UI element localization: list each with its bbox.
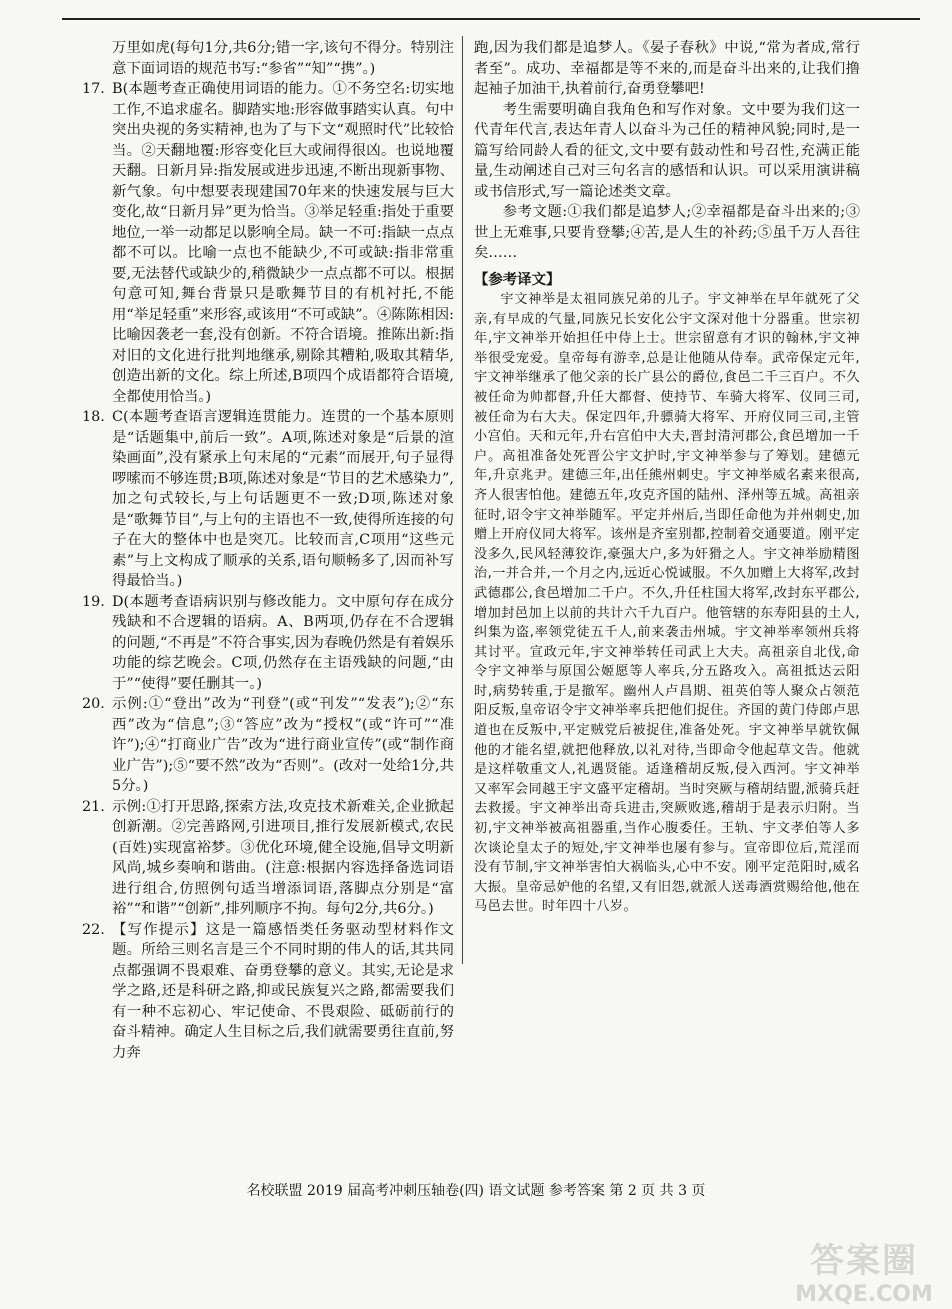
top-rule [62, 18, 920, 20]
watermark-url: MXQE.COM [795, 1282, 933, 1307]
answer-21 [82, 797, 454, 920]
answer-text: 示例:①打开思路,探索方法,攻克技术新难关,企业掀起创新潮。②完善路网,引进项目,推行发展新模式,农民(百姓)实现富裕梦。③优化环境,健全设施,倡导文明新风尚,城乡奏响和谐曲。(注意:根据内容选择备选词语进行组合,仿照例句适当增添词语,落脚点分别是“富裕”“和谐”“创新”,排列顺序不拘。每句2分,共6分。) [112, 798, 454, 917]
translation-heading: 【参考译文】 [474, 270, 561, 288]
answer-number: 19. [82, 593, 105, 610]
answer-16-continuation: 万里如虎(每句1分,共6分;错一字,该句不得分。特别注意下面词语的规范书写:“参省”“知”“携”。) [112, 40, 454, 77]
answer-19 [82, 592, 454, 695]
answer-17 [82, 79, 454, 407]
answer-number: 21. [82, 798, 105, 815]
answer-18 [82, 407, 454, 592]
answer-number: 18. [82, 409, 105, 425]
writing-guidance: 考生需要明确自我角色和写作对象。文中要为我们这一代青年代言,表达年青人以奋斗为己任的精神风貌;同时,是一篇写给同龄人看的征文,文中要有鼓动性和号召性,充满正能量,生动阐述自己对三句名言的感悟和认识。可以采用演讲稿或书信形式,写一篇论述类文章。 [474, 101, 860, 200]
translation-text: 宇文神举是太祖同族兄弟的儿子。宇文神举在早年就死了父亲,有早成的气量,同族兄长安化公宇文深对他十分器重。世宗初年,宇文神举开始担任中侍上士。世宗留意有才识的翰林,宇文神举很受宠爱。皇帝每有游幸,总是让他随从侍奉。武帝保定元年,宇文神举继承了他父亲的长广县公的爵位,食邑二千三百户。不久被任命为帅都督,升任大都督、使持节、车骑大将军、仪同三司,被任命为右大夫。保定四年,升骠骑大将军、开府仪同三司,主管小宫伯。天和元年,升右宫伯中大夫,晋封清河郡公,食邑增加一千户。高祖准备处死晋公宇文护时,宇文神举参与了筹划。建德元年,升京兆尹。建德三年,出任熊州刺史。宇文神举威名素来很高,齐人很害怕他。建德五年,攻克齐国的陆州、泽州等五城。高祖亲征时,诏令宇文神举随军。平定并州后,当即任命他为并州刺史,加赠上开府仪同大将军。该州是齐室别都,控制着交通要道。刚平定没多久,民风轻薄狡诈,豪强大户,多为奸猾之人。宇文神举励精图治,一并合并,一个月之内,远近心悦诚服。不久加赠上大将军,改封武德郡公,食邑增加二千户。不久,升任柱国大将军,改封东平郡公,增加封邑加上以前的共计六千九百户。他管辖的东寿阳县的土人,纠集为盗,率领党徒五千人,前来袭击州城。宇文神举率领州兵将其讨平。宣政元年,宇文神举转任司武上大夫。高祖亲自北伐,命令宇文神举与原国公姬愿等人率兵,分五路攻入。高祖抵达云阳时,病势转重,于是撤军。幽州人卢昌期、祖英伯等人聚众占领范阳反叛,皇帝诏令宇文神举率兵把他们捉住。齐国的黄门侍郎卢思道也在反叛中,平定贼党后被捉住,准备处死。宇文神举早就钦佩他的才能名望,就把他释放,以礼对待,当即命令他起草文告。他就是这样敬重文人,礼遇贤能。适逢稽胡反叛,侵入西河。宇文神举又率军会同越王宇文盛平定稽胡。当时突厥与稽胡结盟,派骑兵赶去救援。宇文神举出奇兵进击,突厥败逃,稽胡于是表示归附。当初,宇文神举被高祖器重,当作心腹委任。王轨、宇文孝伯等人多次谈论皇太子的短处,宇文神举也屡有参与。宣帝即位后,荒淫而没有节制,宇文神举害怕大祸临头,心中不安。刚平定范阳时,威名大振。皇帝忌妒他的名望,又有旧怨,就派人送毒酒赏赐给他,他在马邑去世。时年四十八岁。 [474, 292, 860, 915]
left-column [82, 38, 454, 1063]
answer-22 [82, 920, 454, 1064]
answer-22-continuation: 跑,因为我们都是追梦人。《晏子春秋》中说,“常为者成,常行者至”。成功、幸福都是等不来的,而是奋斗出来的,让我们撸起袖子加油干,执着前行,奋勇登攀吧! [474, 40, 860, 97]
answer-number: 22. [82, 921, 105, 938]
answer-text: B(本题考查正确使用词语的能力。①不务空名:切实地工作,不追求虚名。脚踏实地:形容做事踏实认真。句中突出央视的务实精神,也为了与下文“观照时代”比较恰当。②天翻地覆:形容变化巨大或闹得很凶。也说地覆天翻。日新月异:指发展或进步迅速,不断出现新事物、新气象。句中想要表现建国70年来的快速发展与巨大变化,故“日新月异”更为恰当。③举足轻重:指处于重要地位,一举一动都足以影响全局。缺一不可:指缺一点点都不可以。比喻一点也不能缺少,不可或缺:指非常重要,无法替代或缺少的,稍微缺少一点点都不可以。根据句意可知,舞台背景只是歌舞节目的有机衬托,不能用“举足轻重”来形容,或该用“不可或缺”。④陈陈相因:比喻因袭老一套,没有创新。不符合语境。推陈出新:指对旧的文化进行批判地继承,剔除其糟粕,吸取其精华,创造出新的文化。综上所述,B项四个成语都符合语境,全都使用恰当。) [112, 81, 454, 405]
answer-20 [82, 694, 454, 797]
watermark-logo-text: 答案圈 [810, 1241, 918, 1281]
answer-text: D(本题考查语病识别与修改能力。文中原句存在成分残缺和不合逻辑的语病。A、B两项,仍存在不合逻辑的问题,“不再是”不符合事实,因为春晚仍然是有着娱乐功能的综艺晚会。C项,仍然存在主语残缺的问题,“由于”“使得”要任删其一。) [112, 593, 454, 692]
right-column [474, 38, 860, 917]
answer-text: 示例:①“登出”改为“刊登”(或“刊发”“发表”);②“东西”改为“信息”;③“答应”改为“授权”(或“许可”“准许”);④“打商业广告”改为“进行商业宣传”(或“制作商业广告”);⑤“要不然”改为“否则”。(改对一处给1分,共5分。) [112, 696, 454, 794]
answer-text: 【写作提示】这是一篇感悟类任务驱动型材料作文题。所给三则名言是三个不同时期的伟人的话,其共同点都强调不畏艰难、奋勇登攀的意义。其实,无论是求学之路,还是科研之路,抑或民族复兴之路,都需要我们有一种不忘初心、牢记使命、不畏艰险、砥砺前行的奋斗精神。确定人生目标之后,我们就需要勇往直前,努力奔 [112, 921, 454, 1061]
answer-number: 17. [82, 81, 105, 97]
watermark-logo [784, 1233, 944, 1307]
answer-number: 20. [82, 696, 105, 712]
column-divider [462, 36, 463, 964]
page-footer: 名校联盟 2019 届高考冲刺压轴卷(四) 语文试题 参考答案 第 2 页 共 3 页 [246, 1183, 706, 1199]
reference-titles: 参考文题:①我们都是追梦人;②幸福都是奋斗出来的;③世上无难事,只要肯登攀;④苦,是人生的补药;⑤虽千万人吾往矣…… [474, 204, 860, 261]
answer-text: C(本题考查语言逻辑连贯能力。连贯的一个基本原则是“话题集中,前后一致”。A项,陈述对象是“后景的渲染画面”,没有紧承上句末尾的“元素”而展开,句子显得啰嗦而不够连贯;B项,陈述对象是“节目的艺术感染力”,加之句式较长,与上句话题更不一致;D项,陈述对象是“歌舞节目”,与上句的主语也不一致,使得所连接的句子在大的整体中也是突兀。比较而言,C项用“这些元素”与上文构成了顺承的关系,语句顺畅多了,因而补写得最恰当。) [112, 409, 454, 589]
